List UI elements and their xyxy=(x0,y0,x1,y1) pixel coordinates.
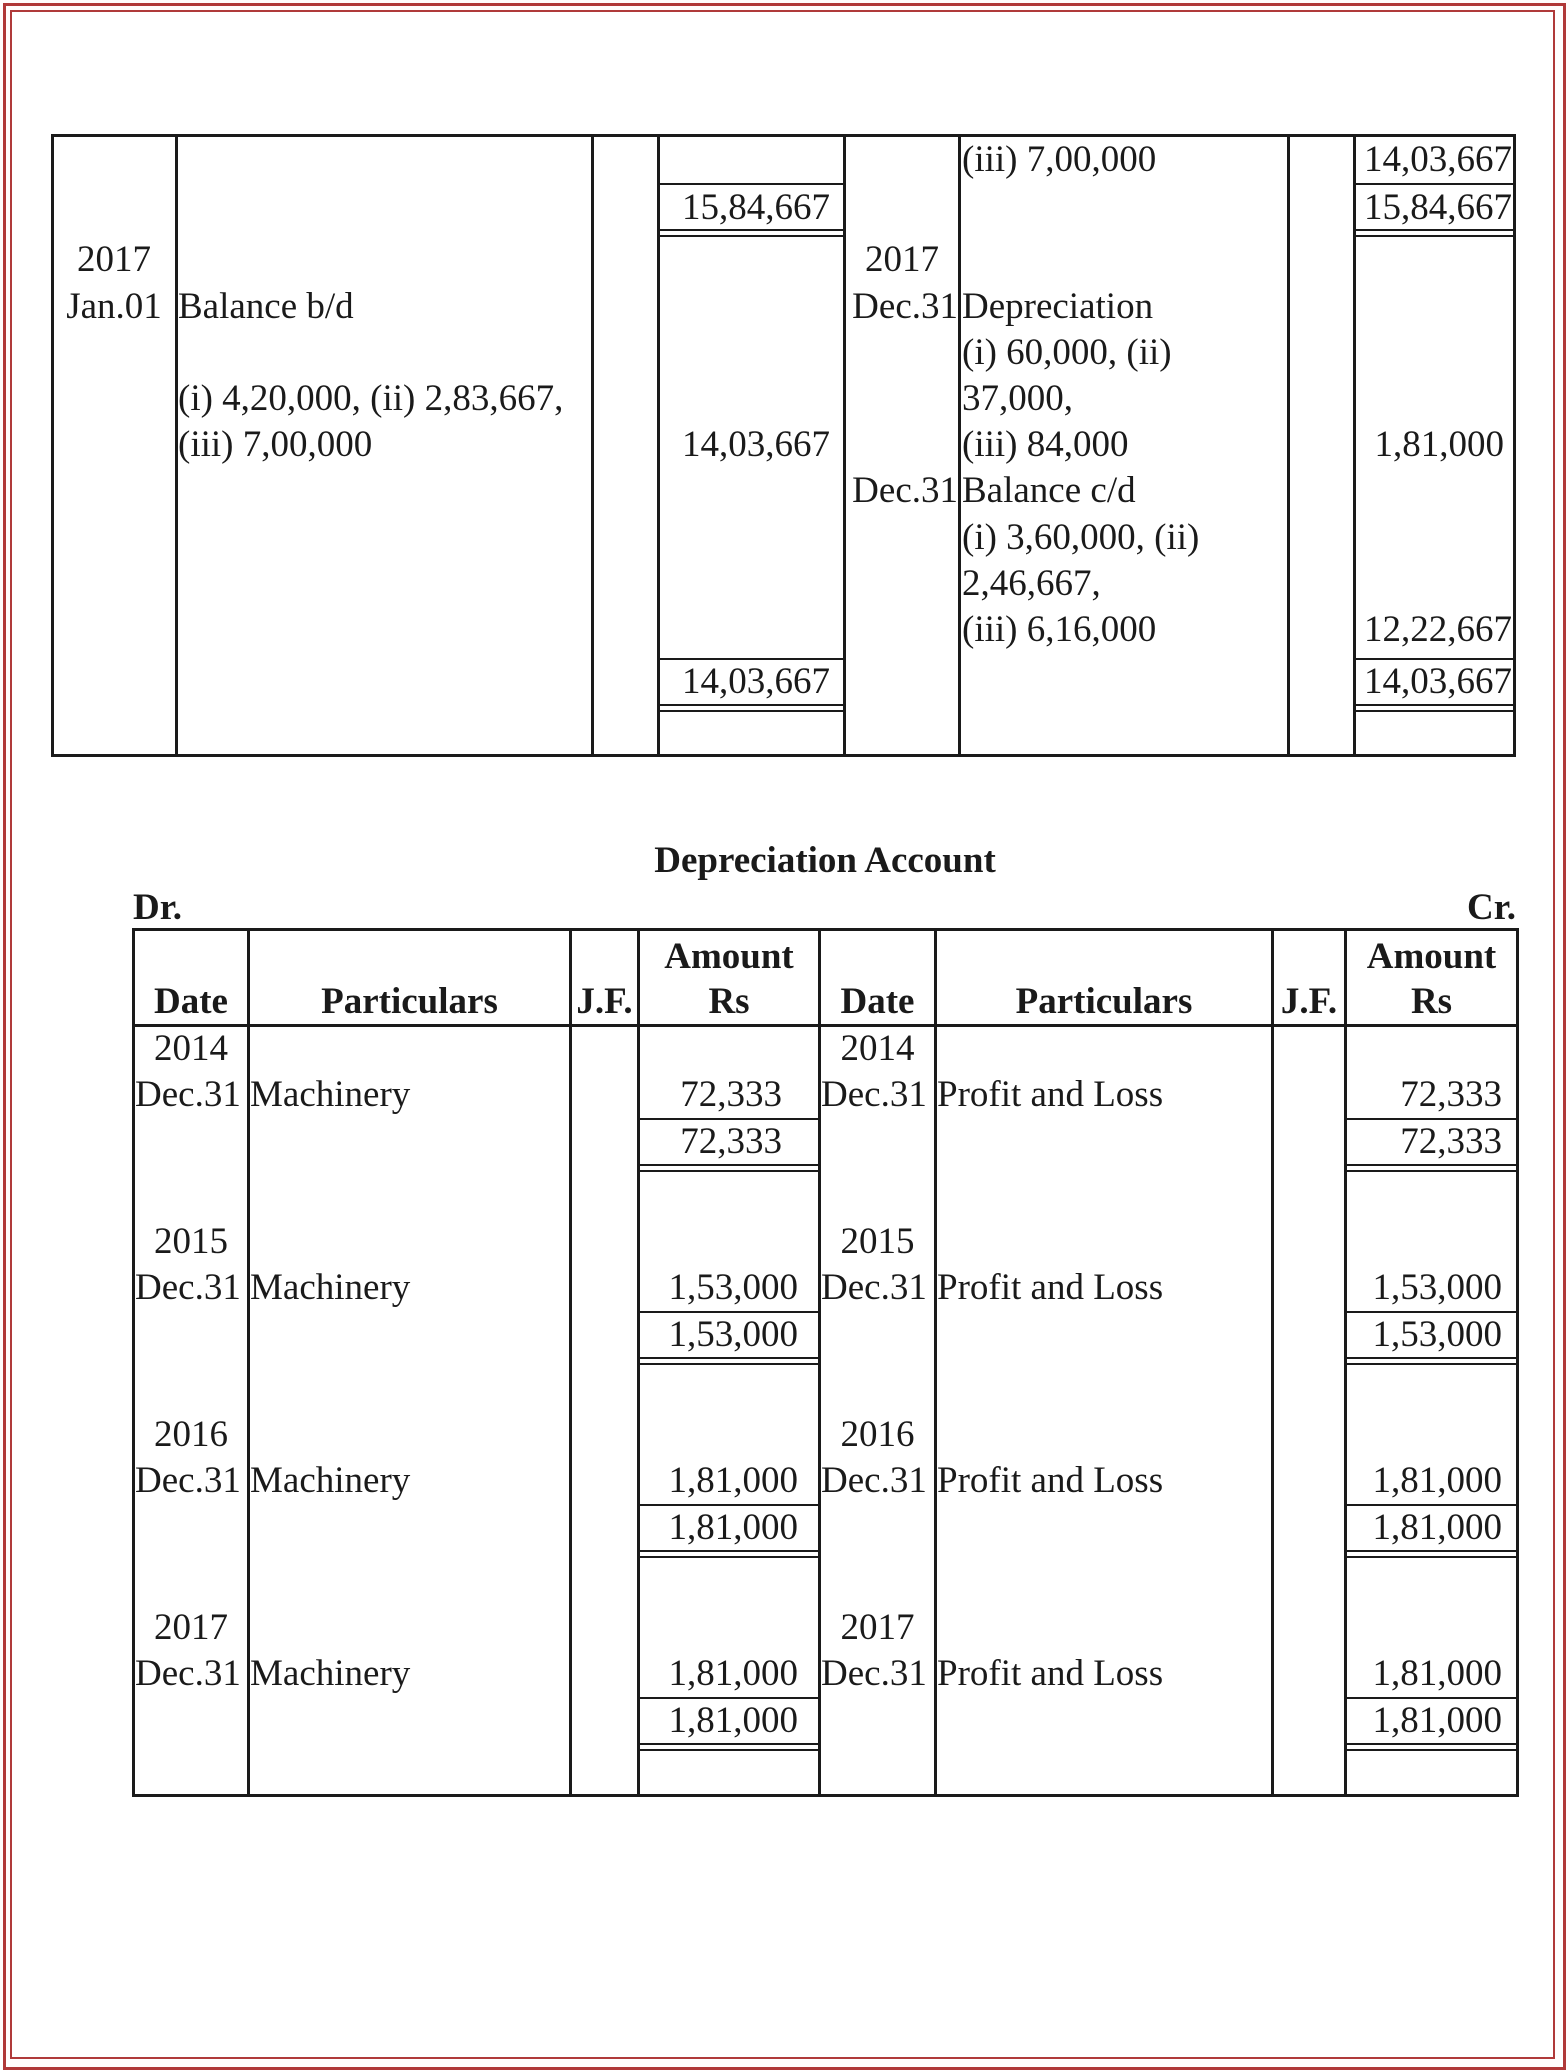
cr-total: 1,81,000 xyxy=(1372,1507,1502,1548)
dr-total: 72,333 xyxy=(680,1121,782,1162)
cr-particulars-1-line4: (iii) 84,000 xyxy=(962,424,1129,465)
dr-year: 2017 xyxy=(154,1607,228,1648)
cr-particulars-2-line2: (i) 3,60,000, (ii) xyxy=(962,517,1200,558)
dr-amount: 14,03,667 xyxy=(682,424,830,465)
cr-amount: 1,81,000 xyxy=(1372,1460,1502,1501)
dr-particulars-line1: Balance b/d xyxy=(178,286,354,327)
header-date-dr: Date xyxy=(154,981,228,1022)
cr-total: 72,333 xyxy=(1400,1121,1502,1162)
dr-year: 2014 xyxy=(154,1028,228,1069)
dr-particulars: Machinery xyxy=(250,1267,411,1308)
cr-particulars-2-line3: 2,46,667, xyxy=(962,563,1101,604)
cr-particulars: Profit and Loss xyxy=(937,1074,1164,1115)
cr-year: 2016 xyxy=(840,1414,915,1455)
dr-date: Dec.31 xyxy=(135,1653,241,1694)
dr-year: 2017 xyxy=(77,239,151,280)
dr-amount: 72,333 xyxy=(680,1074,782,1115)
dr-total: 14,03,667 xyxy=(682,661,830,702)
dr-total: 1,53,000 xyxy=(668,1314,798,1355)
cr-date: Dec.31 xyxy=(821,1460,927,1501)
dr-label: Dr. xyxy=(133,887,182,928)
header-jf-cr: J.F. xyxy=(1280,981,1338,1022)
cr-amount-top: 14,03,667 xyxy=(1364,139,1512,180)
cr-year: 2017 xyxy=(840,1607,915,1648)
cr-amount: 72,333 xyxy=(1400,1074,1502,1115)
header-rs-cr: Rs xyxy=(1410,981,1453,1022)
depreciation-account-title: Depreciation Account xyxy=(654,840,996,881)
dr-total: 1,81,000 xyxy=(668,1507,798,1548)
cr-date: Dec.31 xyxy=(821,1653,927,1694)
cr-particulars: Profit and Loss xyxy=(937,1267,1164,1308)
cr-particulars-top: (iii) 7,00,000 xyxy=(962,139,1157,180)
header-date-cr: Date xyxy=(840,981,915,1022)
dr-total: 1,81,000 xyxy=(668,1700,798,1741)
dr-particulars: Machinery xyxy=(250,1653,411,1694)
cr-date-1: Dec.31 xyxy=(852,286,958,327)
header-particulars-dr: Particulars xyxy=(321,981,498,1022)
dr-date: Dec.31 xyxy=(135,1074,241,1115)
dr-particulars: Machinery xyxy=(250,1460,411,1501)
dr-year: 2015 xyxy=(154,1221,228,1262)
cr-particulars: Profit and Loss xyxy=(937,1460,1164,1501)
cr-date-2: Dec.31 xyxy=(852,470,958,511)
cr-total: 1,81,000 xyxy=(1372,1700,1502,1741)
header-rs-dr: Rs xyxy=(708,981,750,1022)
cr-particulars: Profit and Loss xyxy=(937,1653,1164,1694)
cr-amount-1: 1,81,000 xyxy=(1374,424,1504,465)
header-particulars-cr: Particulars xyxy=(1015,981,1193,1022)
cr-total-top: 15,84,667 xyxy=(1364,187,1512,228)
dr-date: Jan.01 xyxy=(66,286,162,327)
header-jf-dr: J.F. xyxy=(576,981,633,1022)
dr-amount: 1,81,000 xyxy=(668,1460,798,1501)
cr-particulars-2-line1: Balance c/d xyxy=(962,470,1136,511)
header-amount-cr: Amount xyxy=(1366,936,1497,977)
dr-amount: 1,81,000 xyxy=(668,1653,798,1694)
cr-amount: 1,81,000 xyxy=(1372,1653,1502,1694)
cr-total: 14,03,667 xyxy=(1364,661,1512,702)
dr-amount: 1,53,000 xyxy=(668,1267,798,1308)
dr-total-top: 15,84,667 xyxy=(682,187,830,228)
dr-date: Dec.31 xyxy=(135,1460,241,1501)
cr-date: Dec.31 xyxy=(821,1267,927,1308)
cr-total: 1,53,000 xyxy=(1372,1314,1502,1355)
dr-particulars-line2: (i) 4,20,000, (ii) 2,83,667, xyxy=(178,378,564,419)
cr-particulars-1-line3: 37,000, xyxy=(962,378,1073,419)
header-amount-dr: Amount xyxy=(664,936,794,977)
cr-particulars-2-line4: (iii) 6,16,000 xyxy=(962,609,1157,650)
cr-amount: 1,53,000 xyxy=(1372,1267,1502,1308)
dr-date: Dec.31 xyxy=(135,1267,241,1308)
dr-year: 2016 xyxy=(154,1414,228,1455)
dr-particulars-line3: (iii) 7,00,000 xyxy=(178,424,373,465)
cr-particulars-1-line2: (i) 60,000, (ii) xyxy=(962,332,1172,373)
cr-year: 2014 xyxy=(840,1028,915,1069)
cr-particulars-1-line1: Depreciation xyxy=(962,286,1154,327)
cr-date: Dec.31 xyxy=(821,1074,927,1115)
cr-year: 2015 xyxy=(840,1221,915,1262)
cr-label: Cr. xyxy=(1467,887,1516,928)
cr-amount-2: 12,22,667 xyxy=(1364,609,1512,650)
dr-particulars: Machinery xyxy=(250,1074,411,1115)
cr-year: 2017 xyxy=(865,239,939,280)
